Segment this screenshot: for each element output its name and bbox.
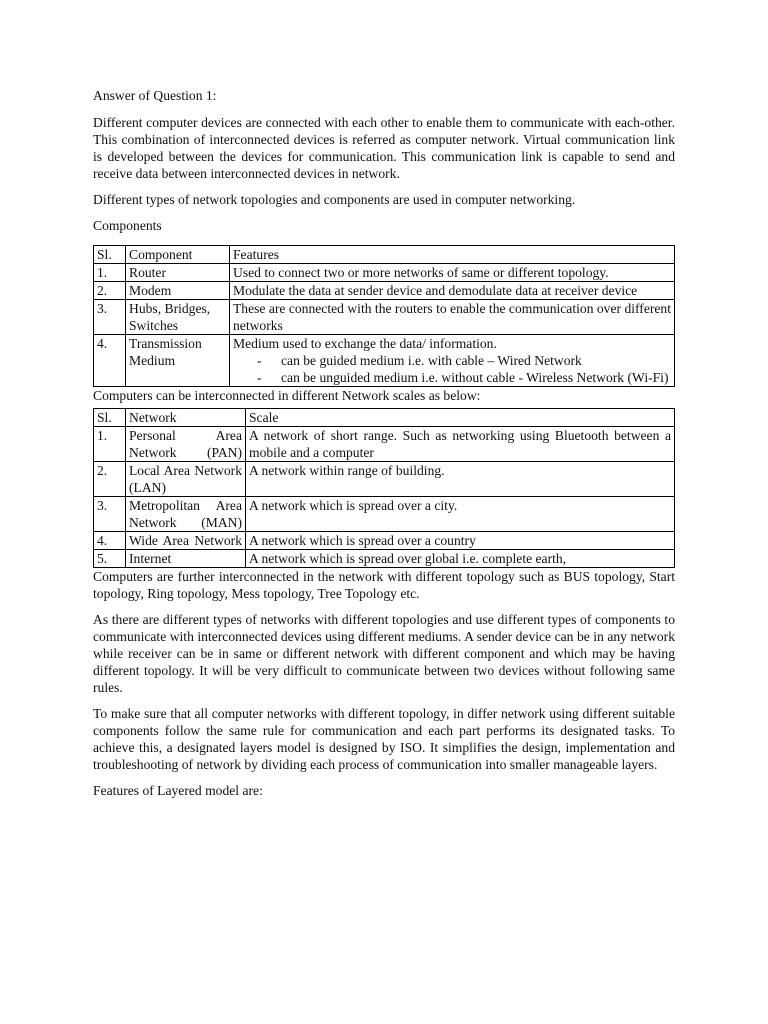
table-header-row bbox=[94, 246, 675, 264]
cell-network: Internet bbox=[126, 550, 246, 568]
cell-component: Modem bbox=[126, 282, 230, 300]
cell-scale: A network which is spread over global i.e. complete earth, bbox=[246, 550, 675, 568]
cell-features: Modulate the data at sender device and demodulate data at receiver device bbox=[230, 282, 675, 300]
cell-scale: A network which is spread over a country bbox=[246, 532, 675, 550]
types-paragraph: Different types of network topologies and components are used in computer networking. bbox=[93, 192, 576, 207]
table-row bbox=[94, 264, 675, 282]
cell-sl: 4. bbox=[94, 335, 126, 387]
features-text: Medium used to exchange the data/ information. bbox=[233, 336, 497, 351]
cell-network: Metropolitan Area Network (MAN) bbox=[126, 497, 246, 532]
cell-component: Transmission Medium bbox=[126, 335, 230, 387]
cell-sl: 1. bbox=[94, 427, 126, 462]
table-row bbox=[94, 462, 675, 497]
cell-network: Local Area Network (LAN) bbox=[126, 462, 246, 497]
cell-scale: A network within range of building. bbox=[246, 462, 675, 497]
iso-paragraph: To make sure that all computer networks with different topology, in differ network using different suitable components follow the same rule for communication and each part performs its designated tasks. To achieve this, a designated layers model is designed by ISO. It simplifies the design, implementation and troubleshooting of network by dividing each process of communication into smaller manageable layers. bbox=[93, 706, 675, 772]
cell-scale: A network of short range. Such as networking using Bluetooth between a mobile and a computer bbox=[246, 427, 675, 462]
table-row bbox=[94, 335, 675, 387]
table-row bbox=[94, 300, 675, 335]
components-table bbox=[93, 245, 675, 387]
cell-network: Personal Area Network (PAN) bbox=[126, 427, 246, 462]
cell-network: Wide Area Network bbox=[126, 532, 246, 550]
intro-paragraph: Different computer devices are connected with each other to enable them to communicate with each-other. This combination of interconnected devices is referred as computer network. Virtual communication link is developed between the devices for communication. This communication link is capable to send and receive data between interconnected devices in network. bbox=[93, 115, 675, 181]
features-bullet-list bbox=[233, 352, 671, 386]
cell-sl: 3. bbox=[94, 497, 126, 532]
cell-component: Router bbox=[126, 264, 230, 282]
cell-sl: 5. bbox=[94, 550, 126, 568]
table-row bbox=[94, 532, 675, 550]
features-bullet: - can be guided medium i.e. with cable – Wired Network bbox=[257, 352, 671, 369]
cell-features: These are connected with the routers to enable the communication over different networks bbox=[230, 300, 675, 335]
topology-paragraph: Computers are further interconnected in the network with different topology such as BUS topology, Start topology, Ring topology, Mess topology, Tree Topology etc. bbox=[93, 569, 675, 601]
cell-features bbox=[230, 335, 675, 387]
header-cell-sl: Sl. bbox=[94, 409, 126, 427]
cell-scale: A network which is spread over a city. bbox=[246, 497, 675, 532]
header-cell-component: Component bbox=[126, 246, 230, 264]
cell-sl: 3. bbox=[94, 300, 126, 335]
table-row bbox=[94, 282, 675, 300]
header-cell-scale: Scale bbox=[246, 409, 675, 427]
table-row bbox=[94, 550, 675, 568]
table-row bbox=[94, 427, 675, 462]
answer-title: Answer of Question 1: bbox=[93, 88, 217, 103]
cell-features: Used to connect two or more networks of same or different topology. bbox=[230, 264, 675, 282]
header-cell-sl: Sl. bbox=[94, 246, 126, 264]
header-cell-network: Network bbox=[126, 409, 246, 427]
scales-intro: Computers can be interconnected in different Network scales as below: bbox=[93, 388, 481, 403]
components-heading: Components bbox=[93, 218, 162, 233]
features-bullet: - can be unguided medium i.e. without cable - Wireless Network (Wi-Fi) bbox=[257, 369, 671, 386]
document-content bbox=[93, 87, 675, 799]
features-heading: Features of Layered model are: bbox=[93, 783, 263, 798]
header-cell-features: Features bbox=[230, 246, 675, 264]
table-header-row bbox=[94, 409, 675, 427]
cell-sl: 2. bbox=[94, 282, 126, 300]
cell-sl: 4. bbox=[94, 532, 126, 550]
table-row bbox=[94, 497, 675, 532]
cell-sl: 1. bbox=[94, 264, 126, 282]
difficulty-paragraph: As there are different types of networks with different topologies and use different types of components to communicate with interconnected devices using different mediums. A sender device can be in any network while receiver can be in same or different network with different component and which may be having different topology. It will be very difficult to communicate between two devices without following same rules. bbox=[93, 612, 675, 695]
cell-component: Hubs, Bridges, Switches bbox=[126, 300, 230, 335]
cell-sl: 2. bbox=[94, 462, 126, 497]
network-table bbox=[93, 408, 675, 568]
